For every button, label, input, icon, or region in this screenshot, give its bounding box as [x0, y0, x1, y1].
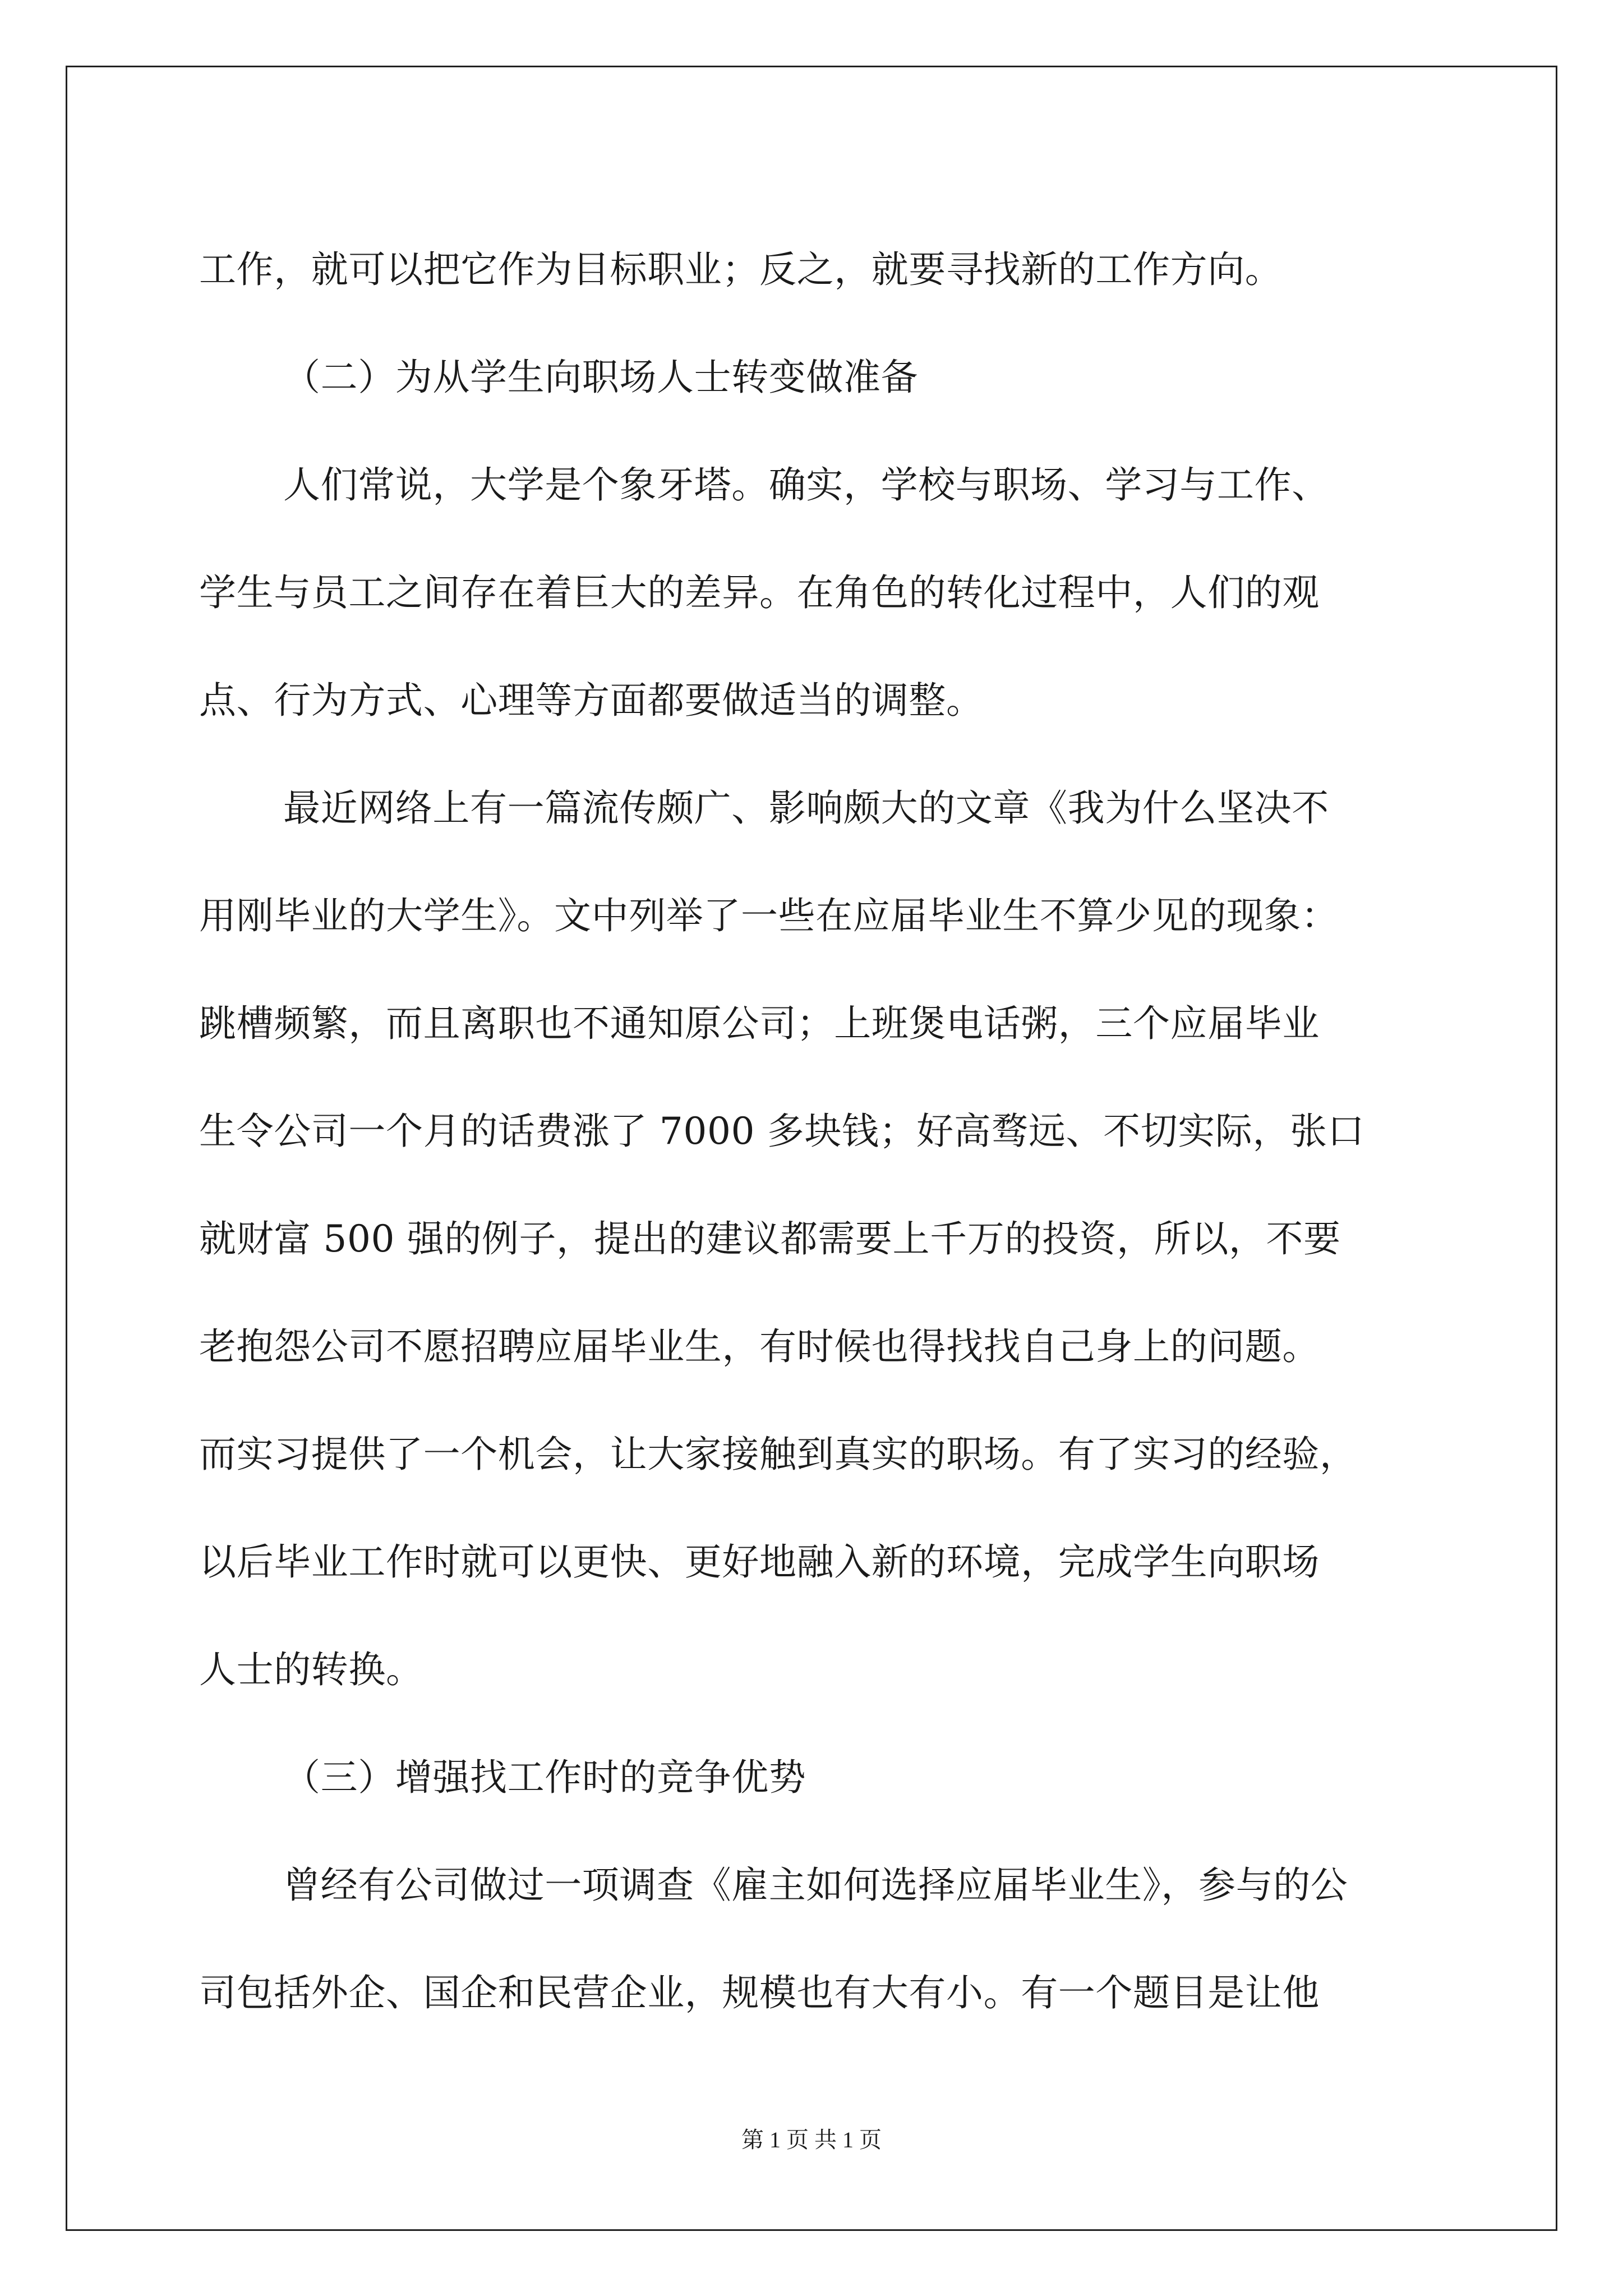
text-line: 就财富 500 强的例子，提出的建议都需要上千万的投资，所以，不要 — [199, 1217, 1341, 1260]
section-heading: （三）增强找工作时的竞争优势 — [283, 1756, 806, 1799]
text-line: 点、行为方式、心理等方面都要做适当的调整。 — [199, 679, 984, 722]
text-line: 人们常说，大学是个象牙塔。确实，学校与职场、学习与工作、 — [283, 463, 1329, 507]
text-line: 最近网络上有一篇流传颇广、影响颇大的文章《我为什么坚决不 — [283, 786, 1329, 830]
text-line: 曾经有公司做过一项调查《雇主如何选择应届毕业生》，参与的公 — [283, 1864, 1348, 1907]
text-line: 生令公司一个月的话费涨了 7000 多块钱；好高骛远、不切实际，张口 — [199, 1110, 1365, 1153]
text-line: 而实习提供了一个机会，让大家接触到真实的职场。有了实习的经验， — [199, 1433, 1357, 1476]
text-line: 跳槽频繁，而且离职也不通知原公司；上班煲电话粥，三个应届毕业 — [199, 1002, 1320, 1045]
text-line: 人士的转换。 — [199, 1648, 423, 1691]
text-line: 工作，就可以把它作为目标职业；反之，就要寻找新的工作方向。 — [199, 248, 1283, 291]
text-line: 老抱怨公司不愿招聘应届毕业生，有时候也得找找自己身上的问题。 — [199, 1325, 1320, 1368]
text-line: 以后毕业工作时就可以更快、更好地融入新的环境，完成学生向职场 — [199, 1540, 1320, 1584]
text-line: 司包括外企、国企和民营企业，规模也有大有小。有一个题目是让他 — [199, 1971, 1320, 2014]
page-footer: 第 1 页 共 1 页 — [741, 2127, 882, 2152]
document-body — [199, 216, 1433, 2047]
text-line: 学生与员工之间存在着巨大的差异。在角色的转化过程中，人们的观 — [199, 571, 1320, 614]
section-heading: （二）为从学生向职场人士转变做准备 — [283, 356, 919, 399]
text-line: 用刚毕业的大学生》。文中列举了一些在应届毕业生不算少见的现象： — [199, 894, 1339, 937]
